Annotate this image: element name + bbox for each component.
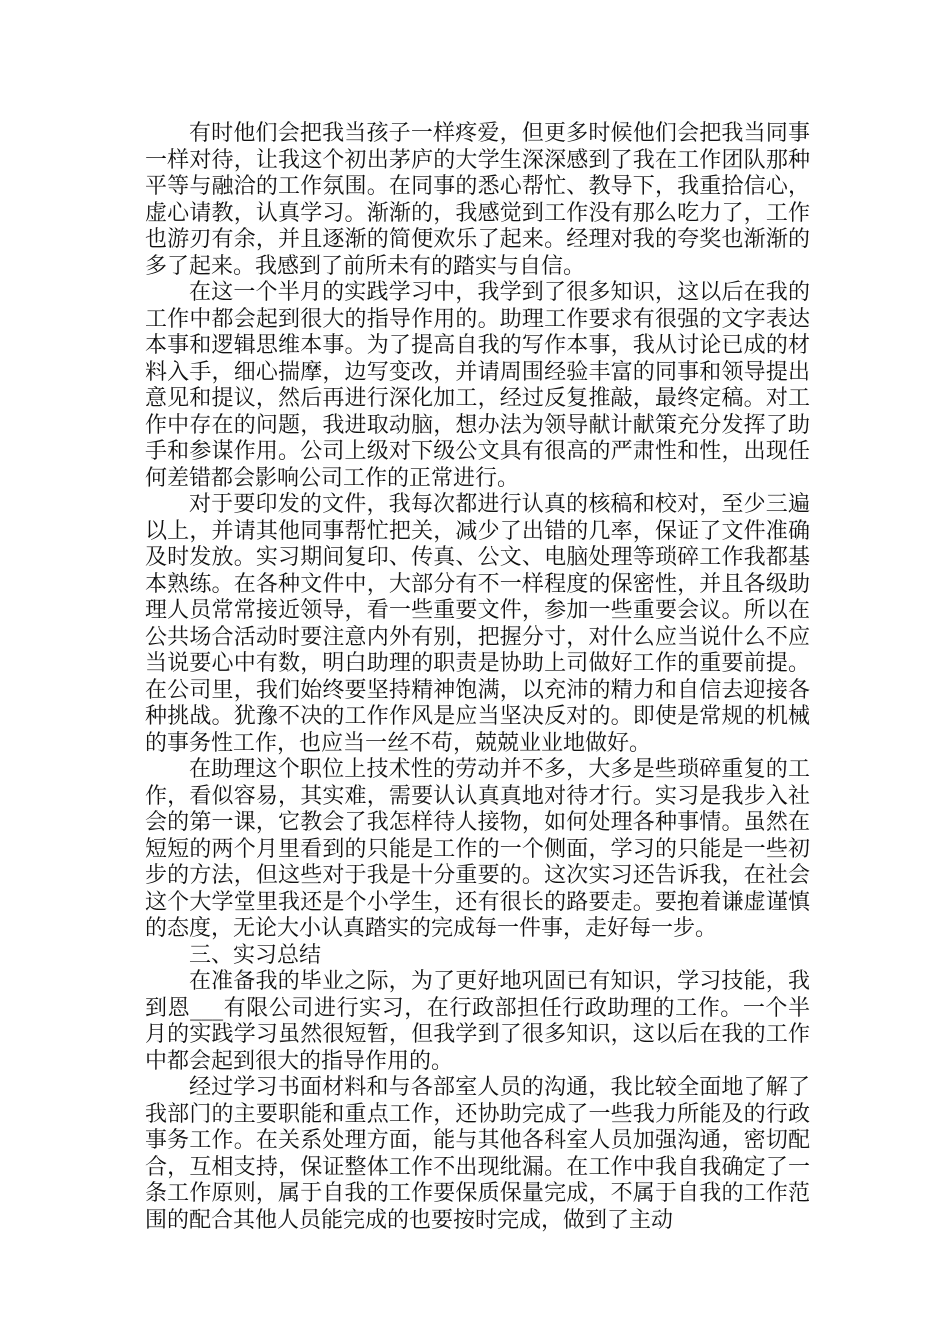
paragraph: 在这一个半月的实践学习中，我学到了很多知识，这以后在我的工作中都会起到很大的指导作用的。助理工作要求有很强的文字表达本事和逻辑思维本事。为了提高自我的写作本事，我从讨论已成的材料入手，细心揣摩，边写变改，并请周围经验丰富的同事和领导提出意见和提议，然后再进行深化加工，经过反复推敲，最终定稿。对工作中存在的问题，我进取动脑，想办法为领导献计献策充分发挥了助手和参谋作用。公司上级对下级公文具有很高的严肃性和性，出现任何差错都会影响公司工作的正常进行。 — [145, 280, 810, 491]
paragraph: 在助理这个职位上技术性的劳动并不多，大多是些琐碎重复的工作，看似容易，其实难，需要认认真真地对待才行。实习是我步入社会的第一课，它教会了我怎样待人接物，如何处理各种事情。虽然在短短的两个月里看到的只能是工作的一个侧面，学习的只能是一些初步的方法，但这些对于我是十分重要的。这次实习还告诉我，在社会这个大学堂里我还是个小学生，还有很长的路要走。要抱着谦虚谨慎的态度，无论大小认真踏实的完成每一件事，走好每一步。 — [145, 757, 810, 941]
paragraph: 在准备我的毕业之际，为了更好地巩固已有知识，学习技能，我到恩___有限公司进行实习，在行政部担任行政助理的工作。一个半月的实践学习虽然很短暂，但我学到了很多知识，这以后在我的工作中都会起到很大的指导作用的。 — [145, 969, 810, 1074]
paragraph: 对于要印发的文件，我每次都进行认真的核稿和校对，至少三遍以上，并请其他同事帮忙把关，减少了出错的几率，保证了文件准确及时发放。实习期间复印、传真、公文、电脑处理等琐碎工作我都基本熟练。在各种文件中，大部分有不一样程度的保密性，并且各级助理人员常常接近领导，看一些重要文件，参加一些重要会议。所以在公共场合活动时要注意内外有别，把握分寸，对什么应当说什么不应当说要心中有数，明白助理的职责是协助上司做好工作的重要前提。在公司里，我们始终要坚持精神饱满，以充沛的精力和自信去迎接各种挑战。犹豫不决的工作作风是应当坚决反对的。即使是常规的机械的事务性工作，也应当一丝不苟，兢兢业业地做好。 — [145, 492, 810, 756]
section-heading: 三、实习总结 — [189, 942, 322, 968]
paragraph: 有时他们会把我当孩子一样疼爱，但更多时候他们会把我当同事一样对待，让我这个初出茅庐的大学生深深感到了我在工作团队那种平等与融洽的工作氛围。在同事的悉心帮忙、教导下，我重拾信心，虚心请教，认真学习。渐渐的，我感觉到工作没有那么吃力了，工作也游刃有余，并且逐渐的简便欢乐了起来。经理对我的夸奖也渐渐的多了起来。我感到了前所未有的踏实与自信。 — [145, 121, 810, 279]
document-body — [145, 121, 810, 1234]
paragraph: 经过学习书面材料和与各部室人员的沟通，我比较全面地了解了我部门的主要职能和重点工作，还协助完成了一些我力所能及的行政事务工作。在关系处理方面，能与其他各科室人员加强沟通，密切配合，互相支持，保证整体工作不出现纰漏。在工作中我自我确定了一条工作原则，属于自我的工作要保质保量完成，不属于自我的工作范围的配合其他人员能完成的也要按时完成，做到了主动 — [145, 1075, 810, 1233]
